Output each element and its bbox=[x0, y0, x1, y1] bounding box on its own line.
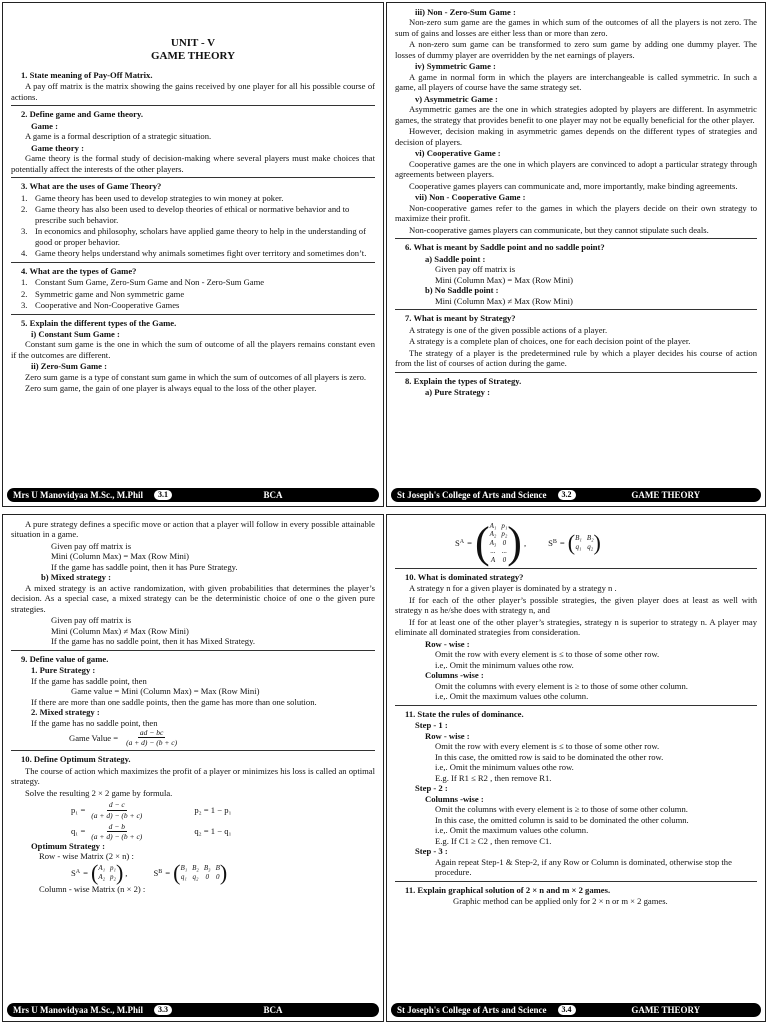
answer-text: i.e,. Omit the maximum values othe column. bbox=[435, 691, 589, 702]
question-1: 1. State meaning of Pay-Off Matrix. bbox=[21, 69, 153, 80]
question-7: 7. What is meant by Strategy? bbox=[405, 313, 516, 324]
formula: Game value = Mini (Column Max) = Max (Row Mini) bbox=[71, 686, 260, 697]
question-3: 3. What are the uses of Game Theory? bbox=[21, 181, 162, 192]
subheading: Row - wise : bbox=[425, 638, 470, 649]
page-footer bbox=[7, 488, 379, 502]
answer-text: Solve the resulting 2 × 2 game by formula. bbox=[25, 787, 173, 798]
answer-text: Column - wise Matrix (n × 2) : bbox=[39, 883, 146, 894]
divider bbox=[395, 309, 757, 310]
answer-text: In this case, the omitted column is said to be dominated the other column. bbox=[435, 814, 689, 825]
page-content bbox=[395, 519, 757, 995]
question-5: 5. Explain the different types of the Game. bbox=[21, 317, 177, 328]
subheading: a) Saddle point : bbox=[425, 253, 486, 264]
answer-text: A strategy is a complete plan of choices, one for each decision point of the player. bbox=[409, 336, 691, 347]
divider bbox=[395, 881, 757, 882]
answer-text: Non-zero sum game are the games in which sum of the outcomes of all the players is not zero. The sum of gains and losses are either less than or more than zero. bbox=[395, 17, 757, 38]
subheading: Game : bbox=[31, 120, 58, 131]
answer-text: Mini (Column Max) ≠ Max (Row Mini) bbox=[435, 295, 573, 306]
question-6: 6. What is meant by Saddle point and no saddle point? bbox=[405, 242, 605, 253]
answer-text: Zero sum game is a type of constant sum game in which the sum of outcomes of all players is zero. bbox=[25, 371, 367, 382]
answer-text: A strategy n for a given player is dominated by a strategy n . bbox=[409, 583, 617, 594]
subheading: v) Asymmetric Game : bbox=[415, 93, 498, 104]
q-formula: q₁ = $\frac{d - b}{(a + d) - (b + c)}$ q₂ = 1 − q₁ bbox=[71, 821, 232, 841]
divider bbox=[395, 238, 757, 239]
page-content bbox=[11, 519, 375, 995]
answer-text: Omit the row with every element is ≤ to those of some other row. bbox=[435, 741, 660, 752]
answer-text: If the game has no saddle point, then it has Mixed Strategy. bbox=[51, 636, 255, 647]
subheading: iv) Symmetric Game : bbox=[415, 61, 496, 72]
answer-text: i.e,. Omit the minimum values othe row. bbox=[435, 762, 574, 773]
answer-text: E.g. If C1 ≥ C2 , then remove C1. bbox=[435, 835, 552, 846]
answer-text: E.g. If R1 ≤ R2 , then remove R1. bbox=[435, 772, 552, 783]
page-number: 3.2 bbox=[557, 489, 577, 501]
answer-text: Graphic method can be applied only for 2 × n or m × 2 games. bbox=[453, 896, 668, 907]
subheading: 2. Mixed strategy : bbox=[31, 707, 100, 718]
list-item: 3. Cooperative and Non-Cooperative Games bbox=[21, 300, 180, 311]
divider bbox=[395, 568, 757, 569]
answer-text: In this case, the omitted row is said to be dominated the other row. bbox=[435, 751, 664, 762]
answer-text: Omit the row with every element is ≤ to those of some other row. bbox=[435, 649, 660, 660]
footer-subject: BCA bbox=[263, 1004, 283, 1015]
answer-text: Non-cooperative games players can communicate, but they cannot stipulate such deals. bbox=[409, 224, 709, 235]
divider bbox=[11, 314, 375, 315]
page-footer bbox=[391, 488, 761, 502]
question-11-graphical: 11. Explain graphical solution of 2 × n and m × 2 games. bbox=[405, 884, 611, 895]
list-item: 1. Game theory has been used to develop strategies to win money at poker. bbox=[21, 192, 284, 203]
page-content bbox=[395, 7, 757, 480]
footer-subject: BCA bbox=[263, 489, 283, 500]
divider bbox=[11, 650, 375, 651]
answer-text: If there are more than one saddle points, then the game has more than one solution. bbox=[31, 696, 317, 707]
divider bbox=[11, 262, 375, 263]
answer-text: Omit the columns with every element is ≥ to those of some other column. bbox=[435, 804, 688, 815]
subheading: Optimum Strategy : bbox=[31, 840, 105, 851]
page-number: 3.1 bbox=[153, 489, 173, 501]
divider bbox=[11, 750, 375, 751]
page-3-3 bbox=[2, 514, 384, 1022]
question-10: 10. Define Optimum Strategy. bbox=[21, 754, 131, 765]
answer-text: If for at least one of the other player’s strategies, strategy n is superior to strategy n. A player may eliminate all dominated strategies from consideration. bbox=[395, 616, 757, 638]
subheading: b) No Saddle point : bbox=[425, 285, 499, 296]
subheading: b) Mixed strategy : bbox=[41, 572, 111, 583]
subheading: Row - wise : bbox=[425, 730, 470, 741]
answer-text: Cooperative games are the one in which players are convinced to adopt a particular strategy through agreements between players. bbox=[395, 158, 757, 180]
answer-text: A non-zero sum game can be transformed to zero sum game by adding one dummy player. The losses of dummy player are overridden by the net earnings of players. bbox=[395, 39, 757, 60]
footer-author: Mrs U Manovidyaa M.Sc., M.Phil bbox=[13, 489, 143, 500]
question-10-dominated: 10. What is dominated strategy? bbox=[405, 572, 524, 582]
row-wise-matrix: S A = ( A₁ p₁ A₂ p₂ ) , S B = ( B₁ B₂ B₃ B q₁ q₂ 0 0 ) bbox=[71, 859, 228, 885]
answer-text: However, decision making in asymmetric games depends on the different types of strategies and decision of players. bbox=[395, 126, 757, 147]
answer-text: A mixed strategy is an active randomization, with given probabilities that determines the player’s decision. As a special case, a mixed strategy can be the deterministic choice of one o the given pure strategies. bbox=[11, 582, 375, 614]
answer-text: If for each of the other player’s possible strategies, the given player does at least as well with strategy n as he/she does with strategy n, and bbox=[395, 594, 757, 616]
answer-text: i.e,. Omit the maximum values othe column. bbox=[435, 825, 589, 836]
answer-text: A pay off matrix is the matrix showing the gains received by one player for all his possible course of actions. bbox=[11, 81, 375, 102]
answer-text: Given pay off matrix is bbox=[435, 264, 516, 275]
subheading: 1. Pure Strategy : bbox=[31, 665, 96, 676]
page-3-4 bbox=[386, 514, 766, 1022]
subheading: i) Constant Sum Game : bbox=[31, 328, 120, 339]
answer-text: A pure strategy defines a specific move or action that a player will follow in every possible attainable situation in a game. bbox=[11, 519, 375, 540]
list-item: 1. Constant Sum Game, Zero-Sum Game and Non - Zero-Sum Game bbox=[21, 277, 265, 288]
list-item: 2. Game theory has also been used to develop theories of ethical or normative behavior and to prescribe such behavior. bbox=[21, 204, 350, 225]
list-item: 4. Game theory helps understand why animals sometimes fight over territory and sometimes don’t. bbox=[21, 248, 367, 259]
subheading: a) Pure Strategy : bbox=[425, 386, 490, 397]
question-4: 4. What are the types of Game? bbox=[21, 265, 137, 276]
subheading: Columns -wise : bbox=[425, 793, 484, 804]
subheading: vi) Cooperative Game : bbox=[415, 148, 501, 159]
answer-text: Game theory is the formal study of decision-making where several players must make choices that potentially affect the interests of the other players. bbox=[11, 153, 375, 174]
unit-title: GAME THEORY bbox=[150, 50, 236, 63]
subheading: vii) Non - Cooperative Game : bbox=[415, 192, 526, 203]
page-3-2 bbox=[386, 2, 766, 507]
answer-text: Row - wise Matrix (2 × n) : bbox=[39, 851, 134, 862]
subheading: Columns -wise : bbox=[425, 670, 484, 681]
subheading: Game theory : bbox=[31, 142, 84, 153]
divider bbox=[395, 372, 757, 373]
page-number: 3.3 bbox=[153, 1004, 173, 1016]
answer-text: Mini (Column Max) ≠ Max (Row Mini) bbox=[51, 625, 189, 636]
page-3-1 bbox=[2, 2, 384, 507]
question-11: 11. State the rules of dominance. bbox=[405, 708, 524, 719]
divider bbox=[395, 705, 757, 706]
answer-text: Cooperative games players can communicate and, more importantly, make binding agreements. bbox=[409, 180, 738, 191]
answer-text: Mini (Column Max) = Max (Row Mini) bbox=[435, 274, 574, 285]
subheading: Step - 2 : bbox=[415, 783, 448, 794]
divider bbox=[11, 177, 375, 178]
list-item: 3. In economics and philosophy, scholars have applied game theory to help in the understanding of good or proper behavior. bbox=[21, 226, 366, 247]
question-8: 8. Explain the types of Strategy. bbox=[405, 375, 522, 386]
answer-text: Omit the columns with every element is ≥ to those of some other column. bbox=[435, 680, 688, 691]
game-value-formula: Game Value = $\frac{ad - bc}{(a + d) - (b + c)}$ bbox=[69, 728, 178, 748]
answer-text: Asymmetric games are the one in which strategies adopted by players are different. In asymmetric games, the strategy that provides benefit to one player may not be equally beneficial for the other player. bbox=[395, 104, 757, 125]
footer-college: St Joseph's College of Arts and Science bbox=[397, 1004, 547, 1015]
page-content bbox=[11, 7, 375, 480]
subheading: Step - 3 : bbox=[415, 846, 448, 857]
p-formula: p₁ = $\frac{d - c}{(a + d) - (b + c)}$ p₂ = 1 − p₁ bbox=[71, 800, 232, 820]
answer-text: Constant sum game is the one in which the sum of outcome of all the players remains constant even if the outcomes are different. bbox=[11, 339, 375, 360]
answer-text: Zero sum game, the gain of one player is always equal to the loss of the other player. bbox=[25, 383, 317, 394]
answer-text: If the game has saddle point, then bbox=[31, 675, 147, 686]
list-item: 2. Symmetric game and Non symmetric game bbox=[21, 288, 185, 299]
answer-text: The course of action which maximizes the profit of a player or minimizes his loss is called an optimal strategy. bbox=[11, 765, 375, 787]
subheading: iii) Non - Zero-Sum Game : bbox=[415, 7, 516, 17]
page-footer bbox=[391, 1003, 761, 1017]
question-2: 2. Define game and Game theory. bbox=[21, 109, 143, 120]
divider bbox=[11, 105, 375, 106]
footer-subject: GAME THEORY bbox=[631, 489, 701, 500]
column-wise-matrix: S A = ( A₁ p₁ A₂ p₂ A₃ 0 ... ... A 0 ) , S B = ( B₁ B₂ q₁ q₂ ) bbox=[455, 519, 601, 567]
footer-author: Mrs U Manovidyaa M.Sc., M.Phil bbox=[13, 1004, 143, 1015]
answer-text: A game is a formal description of a strategic situation. bbox=[25, 131, 212, 142]
page-footer bbox=[7, 1003, 379, 1017]
page-number: 3.4 bbox=[557, 1004, 577, 1016]
footer-college: St Joseph's College of Arts and Science bbox=[397, 489, 547, 500]
answer-text: The strategy of a player is the predetermined rule by which a player decides his course of action from the list of courses of action during the game. bbox=[395, 347, 757, 369]
answer-text: i.e,. Omit the minimum values othe row. bbox=[435, 659, 574, 670]
question-9: 9. Define value of game. bbox=[21, 653, 109, 664]
answer-text: If the game has no saddle point, then bbox=[31, 717, 158, 728]
footer-subject: GAME THEORY bbox=[631, 1004, 701, 1015]
answer-text: A strategy is one of the given possible actions of a player. bbox=[409, 324, 608, 335]
answer-text: Given pay off matrix is bbox=[51, 615, 132, 626]
answer-text: Mini (Column Max) = Max (Row Mini) bbox=[51, 551, 190, 562]
answer-text: Again repeat Step-1 & Step-2, if any Row or Column is dominated, otherwise stop the procedure. bbox=[435, 856, 732, 878]
answer-text: Non-cooperative games refer to the games in which the players decide on their own strategy to maximize their profit. bbox=[395, 202, 757, 224]
subheading: ii) Zero-Sum Game : bbox=[31, 361, 107, 372]
answer-text: If the game has saddle point, then it has Pure Strategy. bbox=[51, 561, 238, 572]
answer-text: Given pay off matrix is bbox=[51, 540, 132, 551]
answer-text: A game in normal form in which the players are interchangeable is called symmetric. In such a game, all players of course have the same strategy set. bbox=[395, 71, 757, 93]
unit-heading: UNIT - V bbox=[170, 37, 216, 49]
subheading: Step - 1 : bbox=[415, 720, 448, 731]
